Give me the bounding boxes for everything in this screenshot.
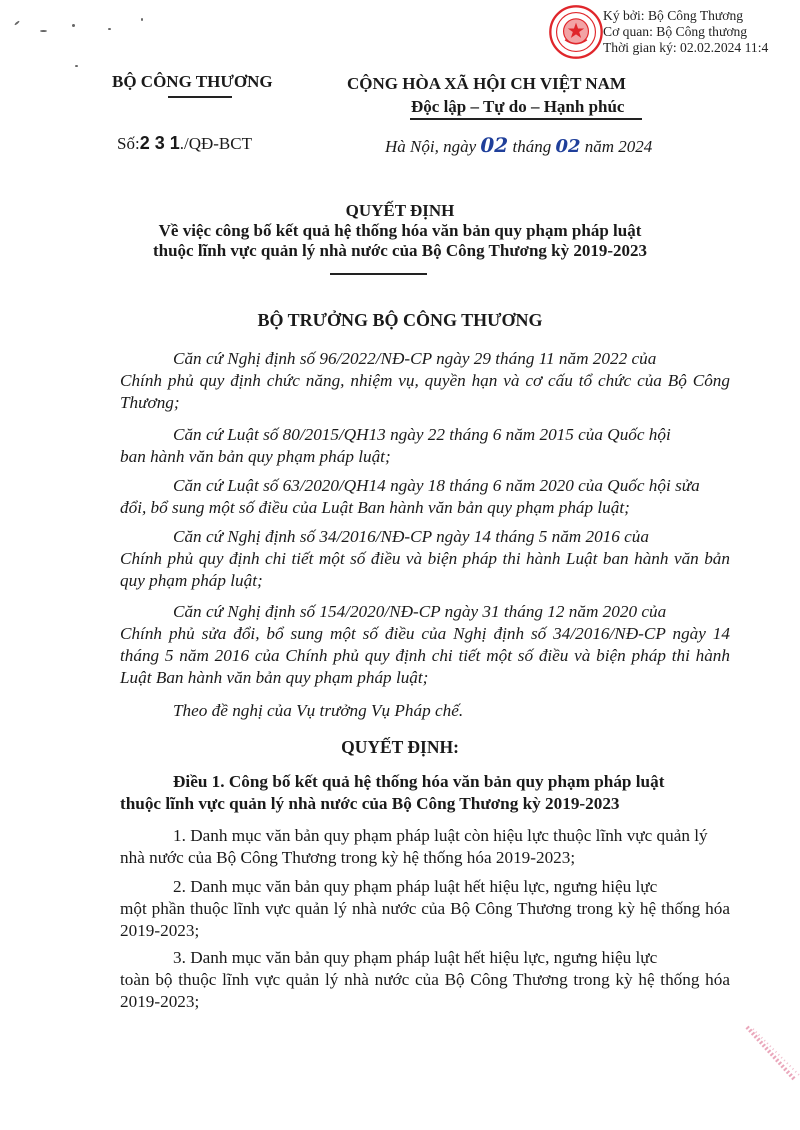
scan-speck [40, 30, 47, 32]
scan-speck [14, 20, 20, 25]
article-1-item [120, 825, 730, 869]
item-text-rest: nhà nước của Bộ Công Thương trong kỳ hệ thống hóa 2019-2023; [120, 848, 576, 867]
preamble-text-first: Theo đề nghị của Vụ trưởng Vụ Pháp chế. [173, 701, 464, 720]
article-1-rest: thuộc lĩnh vực quản lý nhà nước của Bộ Công Thương kỳ 2019-2023 [120, 794, 620, 813]
preamble-item [120, 475, 730, 519]
motto-underline [410, 118, 642, 120]
preamble-item [120, 424, 730, 468]
preamble-item [120, 348, 730, 414]
document-number [117, 133, 252, 154]
preamble-text-first: Căn cứ Luật số 63/2020/QH14 ngày 18 tháng 6 năm 2020 của Quốc hội sửa [173, 476, 700, 495]
preamble-text-rest: Chính phủ quy định chức năng, nhiệm vụ, quyền hạn và cơ cấu tổ chức của Bộ Công Thương; [120, 371, 730, 412]
item-text-first: 1. Danh mục văn bản quy phạm pháp luật còn hiệu lực thuộc lĩnh vực quản lý [173, 826, 708, 845]
national-motto: Độc lập – Tự do – Hạnh phúc [411, 97, 625, 116]
preamble-text-rest: ban hành văn bản quy phạm pháp luật; [120, 447, 391, 466]
title-underline [330, 273, 427, 275]
preamble-item [120, 526, 730, 592]
article-1 [120, 771, 730, 815]
country-name-left: CỘNG HÒA XÃ HỘI CH [347, 74, 536, 93]
scan-speck [75, 65, 78, 67]
country-name [347, 74, 626, 94]
scan-speck [141, 18, 143, 21]
signature-agency: Cơ quan: Bộ Công thương [603, 24, 748, 39]
doc-number-value: 2 3 1 [139, 133, 180, 153]
preamble-text-rest: đổi, bổ sung một số điều của Luật Ban hành văn bản quy phạm pháp luật; [120, 498, 630, 517]
article-1-first: Điều 1. Công bố kết quả hệ thống hóa văn bản quy phạm pháp luật [173, 772, 665, 791]
doc-number-prefix: Số: [117, 134, 140, 153]
handwritten-day: 02 [480, 133, 509, 157]
handwritten-month: 02 [555, 136, 581, 157]
month-label: tháng [512, 137, 552, 156]
item-text-first: 2. Danh mục văn bản quy phạm pháp luật hết hiệu lực, ngưng hiệu lực [173, 877, 658, 896]
preamble-text-first: Căn cứ Nghị định số 34/2016/NĐ-CP ngày 14 tháng 5 năm 2016 của [173, 527, 649, 546]
scan-speck [72, 24, 75, 27]
preamble-text-first: Căn cứ Nghị định số 96/2022/NĐ-CP ngày 29 tháng 11 năm 2022 của [173, 349, 657, 368]
preamble-item [120, 601, 730, 689]
doc-number-suffix: ./QĐ-BCT [179, 134, 252, 153]
issuing-authority: BỘ TRƯỞNG BỘ CÔNG THƯƠNG [257, 310, 543, 330]
issuing-agency: BỘ CÔNG THƯƠNG [112, 72, 273, 91]
item-text-first: 3. Danh mục văn bản quy phạm pháp luật hết hiệu lực, ngưng hiệu lực [173, 948, 658, 967]
year-label: năm 2024 [584, 137, 653, 156]
decision-title: QUYẾT ĐỊNH [345, 201, 455, 220]
preamble-text-rest: Chính phủ quy định chi tiết một số điều và biện pháp thi hành Luật ban hành văn bản quy phạm pháp luật; [120, 549, 730, 590]
item-text-rest: một phần thuộc lĩnh vực quản lý nhà nước của Bộ Công Thương trong kỳ hệ thống hóa 2019-2023; [120, 899, 730, 940]
date-prefix: Hà Nội, ngày [385, 137, 477, 156]
preamble-item [120, 700, 730, 722]
signature-signed-by: Ký bởi: Bộ Công Thương [603, 8, 744, 23]
decision-subject-line-1: Về việc công bố kết quả hệ thống hóa văn bản quy phạm pháp luật [158, 221, 642, 240]
scan-ink-mark [745, 1025, 800, 1085]
place-and-date [385, 133, 652, 157]
country-name-right: VIỆT NAM [539, 74, 626, 93]
agency-underline [168, 96, 232, 98]
article-1-item [120, 876, 730, 942]
scan-speck [108, 28, 111, 30]
article-1-item [120, 947, 730, 1013]
decision-heading: QUYẾT ĐỊNH: [341, 737, 459, 757]
item-text-rest: toàn bộ thuộc lĩnh vực quản lý nhà nước của Bộ Công Thương trong kỳ hệ thống hóa 2019-2023; [120, 970, 730, 1011]
signature-time: Thời gian ký: 02.02.2024 11:4 [603, 40, 769, 55]
official-seal-icon [548, 4, 604, 60]
preamble-text-first: Căn cứ Luật số 80/2015/QH13 ngày 22 tháng 6 năm 2015 của Quốc hội [173, 425, 671, 444]
preamble-text-first: Căn cứ Nghị định số 154/2020/NĐ-CP ngày 31 tháng 12 năm 2020 của [173, 602, 667, 621]
preamble-text-rest: Chính phủ sửa đổi, bổ sung một số điều của Nghị định số 34/2016/NĐ-CP ngày 14 tháng 5 năm 2016 của Chính phủ quy định chi tiết một số điều và biện pháp thi hành Luật Ban hành văn bản quy phạm pháp luật; [120, 624, 730, 687]
decision-subject-line-2: thuộc lĩnh vực quản lý nhà nước của Bộ Công Thương kỳ 2019-2023 [152, 241, 648, 260]
